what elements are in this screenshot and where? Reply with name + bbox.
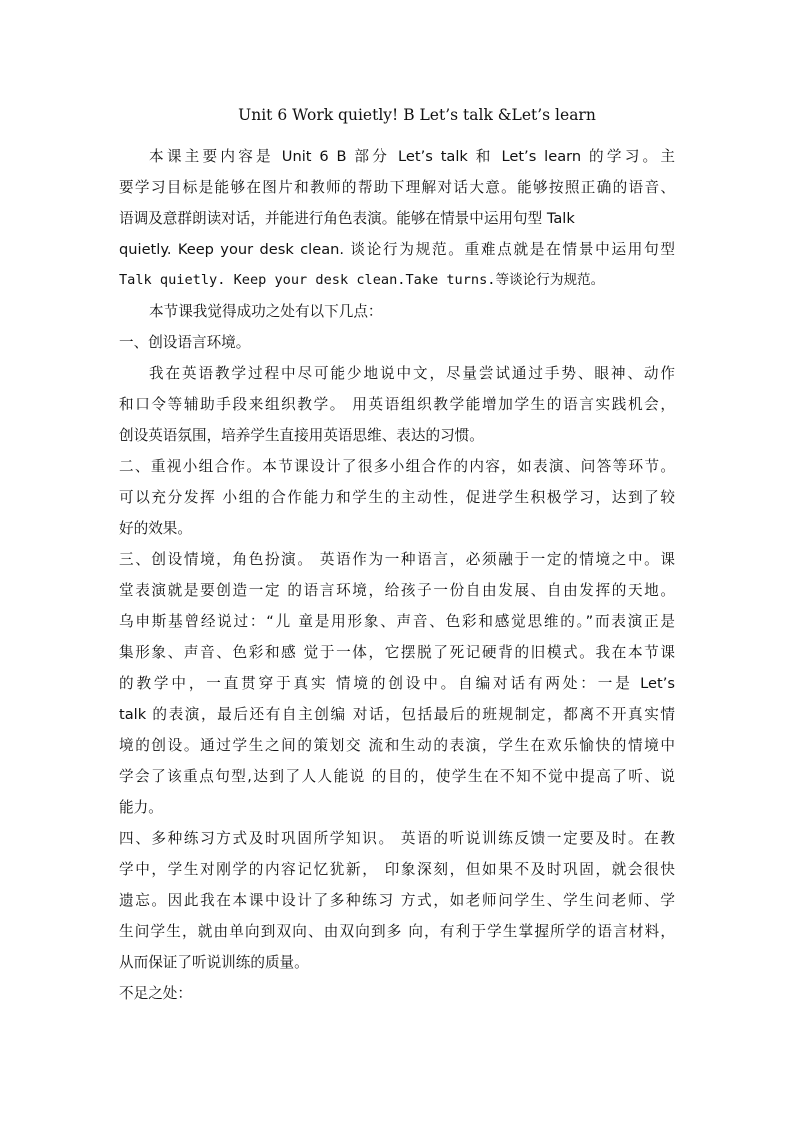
- document-body: [119, 141, 675, 1009]
- text-line: Talk quietly. Keep your desk clean.Take turns.等谈论行为规范。: [119, 272, 605, 288]
- document-title: Unit 6 Work quietly! B Let’s talk &Let’s learn: [238, 106, 596, 124]
- text-line: 境的创设。通过学生之间的策划交 流和生动的表演，学生在欢乐愉快的情境中: [119, 737, 675, 754]
- text-line: 乌申斯基曾经说过：“儿 童是用形象、声音、色彩和感觉思维的。”而表演正是: [119, 613, 675, 630]
- text-line: 不足之处：: [119, 985, 192, 1002]
- text-line: 本课主要内容是 Unit 6 B 部分 Let’s talk 和 Let’s learn 的学习。主: [149, 148, 675, 165]
- text-line: 好的效果。: [119, 520, 192, 537]
- text-line: 能力。: [119, 799, 163, 816]
- text-line: 本节课我觉得成功之处有以下几点：: [149, 303, 383, 320]
- text-line: 的教学中，一直贯穿于真实 情境的创设中。自编对话有两处：一是 Let’s: [119, 675, 675, 692]
- text-line: talk 的表演，最后还有自主创编 对话，包括最后的班规制定，都离不开真实情: [119, 706, 675, 723]
- text-line: quietly. Keep your desk clean. 谈论行为规范。重难点就是在情景中运用句型: [119, 241, 675, 258]
- text-line: 从而保证了听说训练的质量。: [119, 954, 309, 971]
- text-line: 可以充分发挥 小组的合作能力和学生的主动性，促进学生积极学习，达到了较: [119, 489, 675, 506]
- text-line: 我在英语教学过程中尽可能少地说中文，尽量尝试通过手势、眼神、动作: [149, 365, 675, 382]
- text-line: 学会了该重点句型,达到了人人能说 的目的，使学生在不知不觉中提高了听、说: [119, 768, 675, 785]
- text-line: 遗忘。因此我在本课中设计了多种练习 方式，如老师问学生、学生问老师、学: [119, 892, 675, 909]
- text-line: 生问学生，就由单向到双向、由双向到多 向，有利于学生掌握所学的语言材料，: [119, 923, 675, 940]
- text-line: 堂表演就是要创造一定 的语言环境，给孩子一份自由发展、自由发挥的天地。: [119, 582, 675, 599]
- text-line: 一、创设语言环境。: [119, 334, 251, 351]
- text-line: 二、重视小组合作。本节课设计了很多小组合作的内容，如表演、问答等环节。: [119, 458, 675, 475]
- text-line: 语调及意群朗读对话，并能进行角色表演。能够在情景中运用句型 Talk: [119, 210, 575, 227]
- text-line: 三、创设情境，角色扮演。 英语作为一种语言，必须融于一定的情境之中。课: [119, 551, 675, 568]
- text-line: 和口令等辅助手段来组织教学。 用英语组织教学能增加学生的语言实践机会，: [119, 396, 675, 413]
- text-line: 集形象、声音、色彩和感 觉于一体，它摆脱了死记硬背的旧模式。我在本节课: [119, 644, 675, 661]
- text-line: 要学习目标是能够在图片和教师的帮助下理解对话大意。能够按照正确的语音、: [119, 179, 675, 196]
- text-line: 学中，学生对刚学的内容记忆犹新， 印象深刻，但如果不及时巩固，就会很快: [119, 861, 675, 878]
- text-line: 创设英语氛围，培养学生直接用英语思维、表达的习惯。: [119, 427, 484, 444]
- text-line: 四、多种练习方式及时巩固所学知识。 英语的听说训练反馈一定要及时。在教: [119, 830, 675, 847]
